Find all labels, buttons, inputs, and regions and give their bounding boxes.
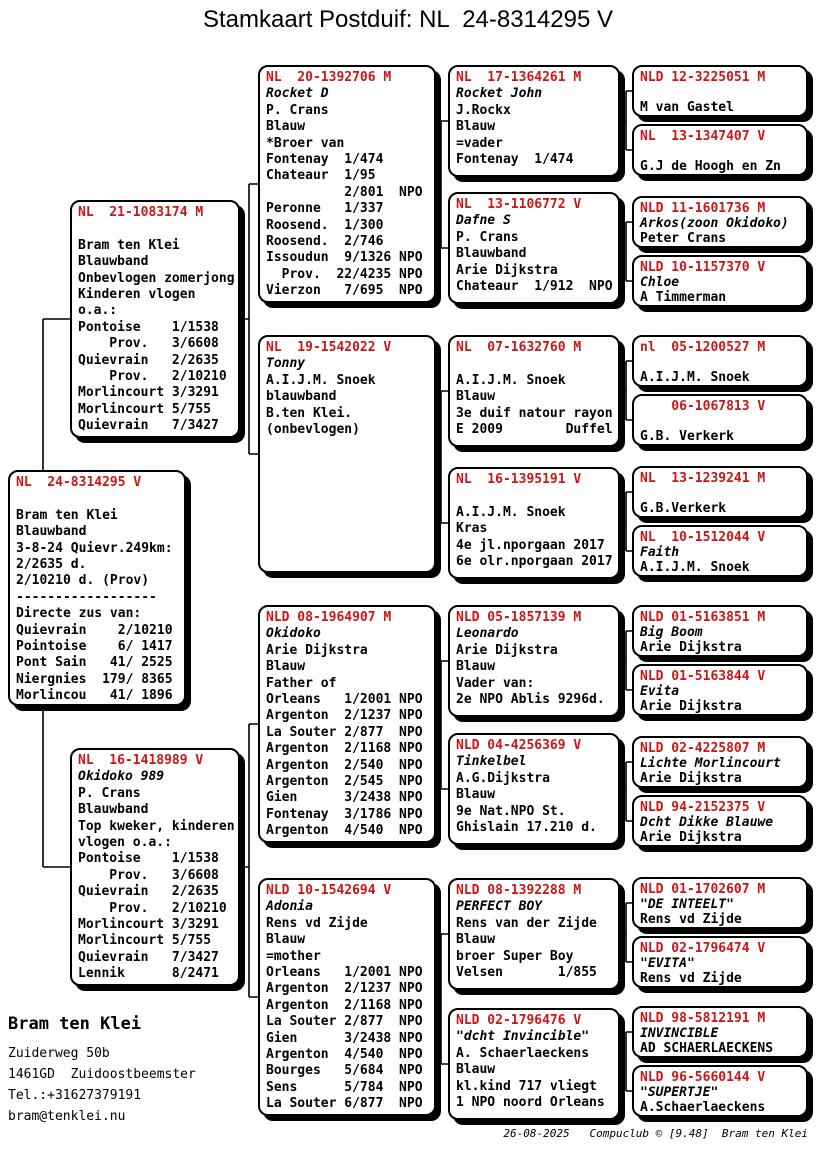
pedigree-box-NLD-98-5812191-M (632, 1006, 808, 1058)
box-line: Arie Dijkstra (640, 699, 742, 714)
box-line: 2/801 NPO (266, 184, 423, 200)
pedigree-box-06-1067813-V (632, 394, 808, 446)
box-line: Morlincourt 5/755 (78, 933, 212, 949)
box-line: Big Boom (640, 625, 703, 640)
ring-number: NL 10-1512044 V (640, 530, 766, 545)
ring-number: NL 13-1347407 V (640, 129, 766, 144)
box-line: *Broer van (266, 135, 345, 151)
pedigree-box-NLD-02-1796474-V (632, 936, 808, 988)
box-line: Arkos(zoon Okidoko) (640, 216, 789, 231)
pedigree-box-NLD-02-4225807-M (632, 736, 808, 788)
box-line (78, 221, 232, 237)
box-line: Blauw (456, 119, 496, 135)
box-line: Roosend. 1/300 (266, 217, 384, 233)
box-line: Rens vd Zijde (640, 912, 742, 927)
box-line: Okidoko (266, 626, 321, 642)
box-line: Fontenay 1/474 (266, 151, 384, 167)
ring-number: NL 19-1542022 V (266, 340, 392, 355)
ring-number: NLD 05-1857139 M (456, 610, 582, 625)
box-line (16, 491, 178, 507)
box-line: J.Rockx (456, 102, 511, 118)
box-line: Rocket D (266, 86, 329, 102)
box-line: Morlincourt 5/755 (78, 401, 212, 417)
box-line: Arie Dijkstra (640, 640, 742, 655)
box-line: Peter Crans (640, 231, 727, 246)
ring-number: NL 24-8314295 V (16, 475, 142, 490)
box-line: Bram ten Klei (78, 237, 180, 253)
box-line: "EVITA" (640, 956, 695, 971)
box-line: Argenton 2/1168 NPO (266, 741, 423, 757)
box-line: vlogen o.a.: (78, 834, 172, 850)
box-line: Argenton 2/540 NPO (266, 757, 423, 773)
owner-city: 1461GD Zuidoostbeemster (8, 1067, 196, 1082)
ring-number: NLD 12-3225051 M (640, 70, 766, 85)
box-line (640, 85, 800, 100)
box-line: Top kweker, kinderen (78, 818, 235, 834)
ring-number: NL 13-1106772 V (456, 197, 582, 212)
pedigree-box-NL-19-1542022-V (258, 335, 436, 573)
pedigree-box-NLD-94-2152375-V (632, 795, 808, 847)
pedigree-box-NL-24-8314295-V (8, 470, 186, 706)
box-line (640, 486, 800, 501)
box-line: Orleans 1/2001 NPO (266, 691, 423, 707)
box-line: Blauw (266, 932, 306, 948)
pedigree-box-NLD-08-1392288-M (448, 878, 620, 990)
box-line: Morlincourt 3/3291 (78, 916, 219, 932)
box-line: Roosend. 2/746 (266, 233, 384, 249)
owner-address-block (8, 1014, 196, 1127)
box-line: Blauw (266, 659, 306, 675)
box-line: Rens vd Zijde (640, 971, 742, 986)
box-line: 6e olr.nporgaan 2017 (456, 553, 613, 569)
box-line: Niergnies 179/ 8365 (16, 671, 173, 687)
box-line: Issoudun 9/1326 NPO (266, 250, 423, 266)
box-line: Blauw (456, 389, 496, 405)
ring-number: NLD 10-1542694 V (266, 883, 392, 898)
box-line: Tinkelbel (456, 754, 527, 770)
box-line: Argenton 2/1168 NPO (266, 997, 423, 1013)
ring-number: NL 13-1239241 M (640, 471, 766, 486)
box-line: A. Schaerlaeckens (456, 1045, 590, 1061)
owner-street: Zuiderweg 50b (8, 1046, 110, 1061)
ring-number: NLD 01-5163851 M (640, 610, 766, 625)
box-line: Blauw (456, 1062, 496, 1078)
box-line: Pont Sain 41/ 2525 (16, 655, 173, 671)
box-line: Rens vd Zijde (266, 915, 368, 931)
pedigree-box-NL-13-1106772-V (448, 192, 620, 304)
box-line: Chateaur 1/912 NPO (456, 278, 613, 294)
box-line: Quievrain 7/3427 (78, 418, 219, 434)
ring-number: NLD 01-5163844 V (640, 669, 766, 684)
ring-number: NL 16-1395191 V (456, 472, 582, 487)
box-line: kl.kind 717 vliegt (456, 1078, 597, 1094)
ring-number: NL 17-1364261 M (456, 70, 582, 85)
box-line: Quievrain 2/2635 (78, 884, 219, 900)
ring-number: NLD 01-1702607 M (640, 882, 766, 897)
ring-number: NLD 02-1796474 V (640, 941, 766, 956)
box-line (640, 414, 800, 429)
box-line: M van Gastel (640, 100, 734, 115)
box-line: Vader van: (456, 675, 535, 691)
ring-number: NLD 10-1157370 V (640, 260, 766, 275)
box-line: PERFECT BOY (456, 899, 543, 915)
box-line: 2/10210 d. (Prov) (16, 573, 150, 589)
ring-number: NLD 08-1964907 M (266, 610, 392, 625)
box-line: G.J de Hoogh en Zn (640, 159, 781, 174)
pedigree-box-NL-07-1632760-M (448, 335, 620, 447)
pedigree-box-NLD-01-5163851-M (632, 605, 808, 657)
box-line: Father of (266, 675, 337, 691)
box-line: Leonardo (456, 626, 519, 642)
pedigree-box-NLD-01-5163844-V (632, 664, 808, 716)
box-line: 2e NPO Ablis 9296d. (456, 691, 605, 707)
box-line: 3e duif natour rayon (456, 405, 613, 421)
ring-number: nl 05-1200527 M (640, 340, 766, 355)
box-line: E 2009 Duffel (456, 421, 613, 437)
box-line: Gien 3/2438 NPO (266, 1030, 423, 1046)
box-line: broer Super Boy (456, 948, 574, 964)
box-line: ------------------ (16, 589, 157, 605)
ring-number: NLD 02-1796476 V (456, 1013, 582, 1028)
box-line: Rocket John (456, 86, 543, 102)
box-line: Blauw (456, 932, 496, 948)
ring-number: NLD 96-5660144 V (640, 1070, 766, 1085)
box-line: =vader (456, 135, 503, 151)
box-line: Prov. 3/6608 (78, 336, 219, 352)
box-line: La Souter 2/877 NPO (266, 724, 423, 740)
box-line: 4e jl.nporgaan 2017 (456, 537, 605, 553)
box-line: A Timmerman (640, 290, 727, 305)
box-line: G.B.Verkerk (640, 501, 727, 516)
ring-number: NLD 08-1392288 M (456, 883, 582, 898)
box-line: Blauwband (456, 246, 527, 262)
box-line: Faith (640, 545, 680, 560)
box-line (456, 356, 612, 372)
box-line: Lichte Morlincourt (640, 756, 781, 771)
box-line: Directe zus van: (16, 606, 142, 622)
box-line: Fontenay 1/474 (456, 151, 574, 167)
owner-name: Bram ten Klei (8, 1014, 142, 1034)
box-line: P. Crans (456, 229, 519, 245)
box-line: Prov. 3/6608 (78, 867, 219, 883)
box-line: Arie Dijkstra (640, 830, 742, 845)
box-line: Dafne S (456, 213, 511, 229)
pedigree-box-NLD-10-1542694-V (258, 878, 436, 1116)
ring-number: NLD 94-2152375 V (640, 800, 766, 815)
box-line: Blauwband (78, 254, 149, 270)
pedigree-box-NLD-05-1857139-M (448, 605, 620, 717)
box-line: Blauw (456, 659, 496, 675)
box-line: o.a.: (78, 303, 118, 319)
box-line: B.ten Klei. (266, 405, 353, 421)
pedigree-box-nl-05-1200527-M (632, 335, 808, 387)
box-line: Pontoise 1/1538 (78, 851, 219, 867)
box-line: Pointoise 6/ 1417 (16, 638, 173, 654)
box-line: INVINCIBLE (640, 1026, 719, 1041)
box-line: A.I.J.M. Snoek (456, 372, 566, 388)
box-line: A.G.Dijkstra (456, 770, 550, 786)
box-line: Blauw (456, 787, 496, 803)
box-line: Okidoko 989 (78, 769, 165, 785)
box-line: Blauwband (78, 802, 149, 818)
box-line: A.I.J.M. Snoek (640, 370, 750, 385)
box-line: Prov. 2/10210 (78, 368, 227, 384)
box-line: Orleans 1/2001 NPO (266, 964, 423, 980)
box-line: A.I.J.M. Snoek (456, 504, 566, 520)
box-line: Chateaur 1/95 (266, 168, 376, 184)
box-line: Arie Dijkstra (640, 771, 742, 786)
ring-number: NLD 11-1601736 M (640, 201, 766, 216)
box-line: Arie Dijkstra (456, 262, 558, 278)
box-line: A.Schaerlaeckens (640, 1100, 766, 1115)
ring-number: NL 21-1083174 M (78, 205, 204, 220)
box-line (640, 355, 800, 370)
ring-number: NLD 02-4225807 M (640, 741, 766, 756)
box-line: 3-8-24 Quievr.249km: (16, 540, 173, 556)
box-line: G.B. Verkerk (640, 429, 734, 444)
box-line: (onbevlogen) (266, 421, 360, 437)
box-line: Argenton 2/545 NPO (266, 773, 423, 789)
box-line: A.I.J.M. Snoek (266, 372, 376, 388)
box-line: Sens 5/784 NPO (266, 1079, 423, 1095)
box-line: Pontoise 1/1538 (78, 319, 219, 335)
box-line: Evita (640, 684, 680, 699)
box-line: Argenton 2/1237 NPO (266, 981, 423, 997)
box-line: Onbevlogen zomerjong (78, 270, 235, 286)
box-line: 9e Nat.NPO St. (456, 803, 566, 819)
box-line: P. Crans (78, 785, 141, 801)
box-line: 1 NPO noord Orleans (456, 1094, 605, 1110)
pedigree-box-NL-16-1395191-V (448, 467, 620, 579)
box-line: Prov. 22/4235 NPO (266, 266, 423, 282)
box-line: A.I.J.M. Snoek (640, 560, 750, 575)
box-line: Rens van der Zijde (456, 915, 597, 931)
pedigree-box-NLD-12-3225051-M (632, 65, 808, 117)
box-line: Ghislain 17.210 d. (456, 819, 597, 835)
pedigree-box-NL-16-1418989-V (70, 748, 240, 986)
pedigree-box-NL-13-1347407-V (632, 124, 808, 176)
box-line: Morlincourt 3/3291 (78, 385, 219, 401)
ring-number: NL 07-1632760 M (456, 340, 582, 355)
pedigree-box-NL-21-1083174-M (70, 200, 240, 438)
pedigree-box-NLD-04-4256369-V (448, 733, 620, 845)
ring-number: NLD 98-5812191 M (640, 1011, 766, 1026)
box-line: La Souter 2/877 NPO (266, 1014, 423, 1030)
box-line (640, 144, 800, 159)
box-line: "DE INTEELT" (640, 897, 734, 912)
box-line: Blauw (266, 119, 306, 135)
pedigree-box-NLD-08-1964907-M (258, 605, 436, 843)
box-line: Velsen 1/855 (456, 964, 597, 980)
ring-number: NLD 04-4256369 V (456, 738, 582, 753)
box-line: Vierzon 7/695 NPO (266, 283, 423, 299)
pedigree-box-NLD-01-1702607-M (632, 877, 808, 929)
box-line: Quievrain 2/10210 (16, 622, 173, 638)
box-line: "SUPERTJE" (640, 1085, 719, 1100)
pedigree-box-NLD-02-1796476-V (448, 1008, 620, 1120)
box-line: Argenton 2/1237 NPO (266, 708, 423, 724)
box-line: 2/2635 d. (16, 556, 87, 572)
box-line: Prov. 2/10210 (78, 900, 227, 916)
pedigree-box-NLD-11-1601736-M (632, 196, 808, 248)
owner-phone: Tel.:+31627379191 (8, 1088, 142, 1103)
box-line: Quievrain 2/2635 (78, 352, 219, 368)
ring-number: NL 16-1418989 V (78, 753, 204, 768)
ring-number: NL 20-1392706 M (266, 70, 392, 85)
box-line: Argenton 4/540 NPO (266, 1046, 423, 1062)
box-line: Peronne 1/337 (266, 201, 384, 217)
page-title: Stamkaart Postduif: NL 24-8314295 V (202, 6, 613, 33)
pedigree-box-NL-20-1392706-M (258, 65, 436, 303)
box-line: Kras (456, 521, 488, 537)
box-line: Morlincou 41/ 1896 (16, 688, 173, 704)
box-line: Adonia (266, 899, 313, 915)
box-line: Bourges 5/684 NPO (266, 1063, 423, 1079)
box-line: P. Crans (266, 102, 329, 118)
box-line: Blauwband (16, 524, 87, 540)
box-line: Dcht Dikke Blauwe (640, 815, 774, 830)
pedigree-box-NL-13-1239241-M (632, 466, 808, 518)
box-line: Bram ten Klei (16, 507, 118, 523)
ring-number: 06-1067813 V (640, 399, 766, 414)
box-line: Arie Dijkstra (456, 642, 558, 658)
pedigree-box-NLD-10-1157370-V (632, 255, 808, 307)
footer-credit: 26-08-2025 Compuclub © [9.48] Bram ten Klei (503, 1127, 808, 1140)
box-line: La Souter 6/877 NPO (266, 1096, 423, 1112)
box-line: Argenton 4/540 NPO (266, 823, 423, 839)
box-line: Kinderen vlogen (78, 286, 196, 302)
box-line: Gien 3/2438 NPO (266, 790, 423, 806)
box-line: blauwband (266, 389, 337, 405)
box-line (456, 488, 612, 504)
pedigree-box-NL-17-1364261-M (448, 65, 620, 177)
box-line: Tonny (266, 356, 306, 372)
pedigree-box-NLD-96-5660144-V (632, 1065, 808, 1117)
box-line: AD SCHAERLAECKENS (640, 1041, 774, 1056)
box-line: Quievrain 7/3427 (78, 949, 219, 965)
box-line: "dcht Invincible" (456, 1029, 590, 1045)
box-line: Lennik 8/2471 (78, 966, 219, 982)
box-line: Arie Dijkstra (266, 642, 368, 658)
owner-email: bram@tenklei.nu (8, 1109, 126, 1124)
pedigree-box-NL-10-1512044-V (632, 525, 808, 577)
box-line: =mother (266, 948, 321, 964)
box-line: Chloe (640, 275, 680, 290)
box-line: Fontenay 3/1786 NPO (266, 806, 423, 822)
